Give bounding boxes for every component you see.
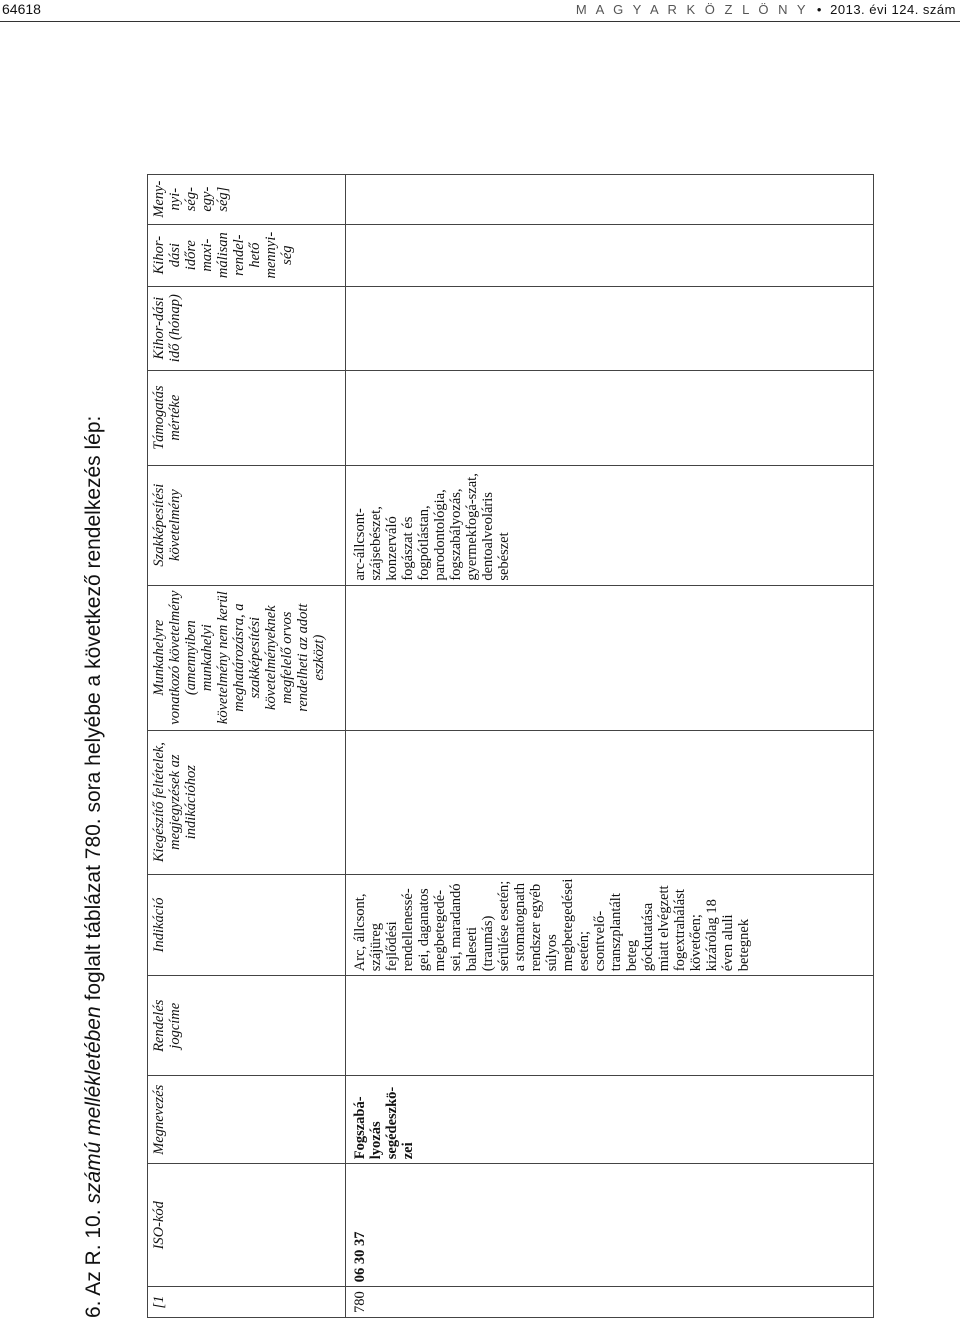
header-extra-conditions: Kiegészítő feltételek, megjegyzések az indikációhoz (148, 730, 346, 874)
cell-max-quantity (346, 224, 874, 286)
intro-sentence (82, 416, 106, 1318)
header-support: Támogatás mértéke (148, 370, 346, 465)
header-row-no: [1 (148, 1287, 346, 1318)
header-qualification: Szakképesítési követelmény (148, 465, 346, 585)
cell-unit (346, 174, 874, 224)
header-iso-code: ISO-kód (148, 1164, 346, 1287)
cell-row-no: 780 (346, 1287, 874, 1318)
table-header-row (148, 174, 346, 1317)
table-row (346, 174, 874, 1317)
intro-suffix: foglalt táblázat 780. sora helyébe a következő rendelkezés lép: (82, 415, 105, 1007)
intro-prefix: 6. Az R. 10. (82, 1203, 105, 1318)
page-number: 64618 (2, 1, 41, 17)
cell-workplace-requirement (346, 585, 874, 730)
header-workplace-requirement: Munkahelyre vonatkozó követelmény (amennyiben munkahelyi követelmény nem kerül meghatározásra, a szakképesítési követelményeknek megfelelő orvos rendelheti az adott eszközt) (148, 585, 346, 730)
header-unit: Meny-nyi-ség-egy-ség] (148, 174, 346, 224)
cell-name: Fogszabá-lyozás segédeszkö-zei (346, 1076, 874, 1164)
cell-iso-code: 06 30 37 (346, 1164, 874, 1287)
header-separator: • (816, 2, 822, 17)
cell-extra-conditions (346, 730, 874, 874)
header-max-quantity: Kihor-dási időre maxi-málisan rendel-hető mennyi-ség (148, 224, 346, 286)
publication-name: M A G Y A R K Ö Z L Ö N Y (575, 2, 809, 17)
header-name: Megnevezés (148, 1076, 346, 1164)
cell-indication: Arc, állcsont, szájüreg fejlődési rendellenessé-gei, daganatos megbetegedé-sei, maradandó baleseti (traumás) sérülése esetén; a stomatognath rendszer egyéb súlyos megbetegedései esetén; csontvelő-transzplantált beteg góckutatása miatt elvégzett fogextrahálást követően; kizárólag 18 éven aluli betegnek (346, 874, 874, 976)
header-legal-basis: Rendelés jogcíme (148, 976, 346, 1076)
cell-period (346, 286, 874, 370)
cell-legal-basis (346, 976, 874, 1076)
header-period: Kihor-dási idő (hónap) (148, 286, 346, 370)
cell-qualification: arc-állcsont-szájsebészet, konzerváló fogászat és fogpótlástan, parodontológia, fogszabályozás, gyermekfogá-szat, dentoalveoláris sebészet (346, 465, 874, 585)
amendment-table (147, 174, 874, 1318)
intro-italic: számú mellékletében (82, 1006, 105, 1204)
issue-info: 2013. évi 124. szám (830, 2, 956, 17)
header-indication: Indikáció (148, 874, 346, 976)
cell-support (346, 370, 874, 465)
